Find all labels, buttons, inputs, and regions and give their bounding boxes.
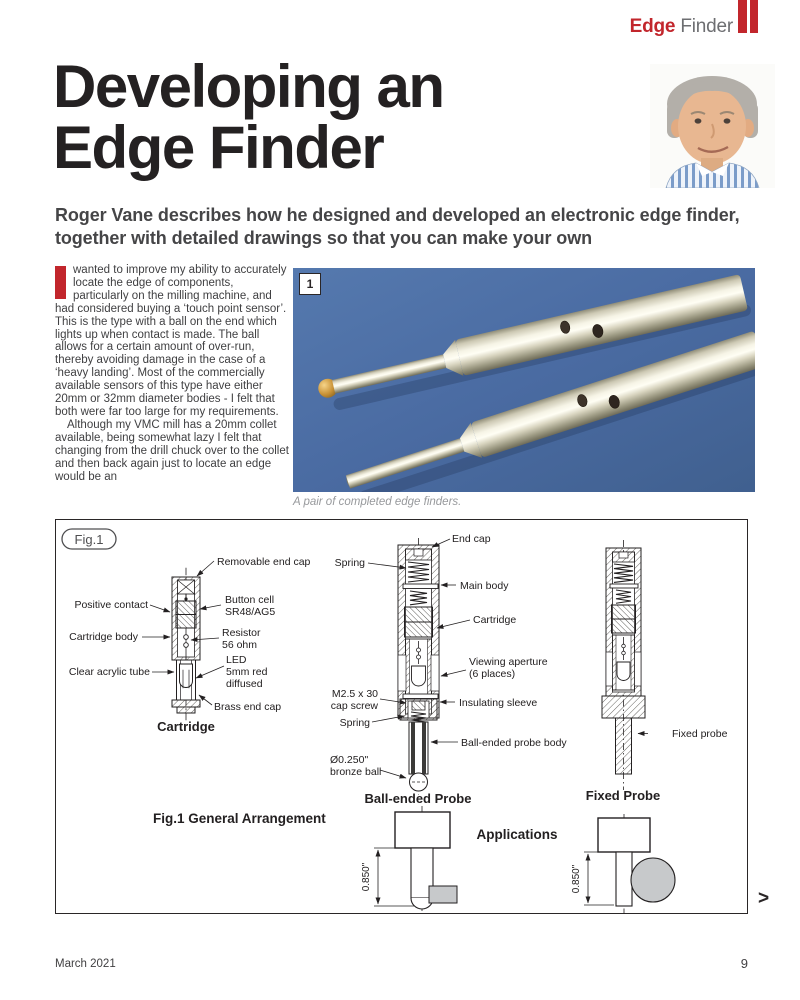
header-brand-light: Finder bbox=[675, 16, 733, 37]
article-title-line2: Edge Finder bbox=[53, 114, 384, 181]
caption-ball-ended-probe: Ball-ended Probe bbox=[364, 790, 471, 806]
label-viewing-aperture-2: (6 places) bbox=[468, 667, 515, 680]
article-paragraph-1 bbox=[55, 264, 291, 419]
label-led-1: LED bbox=[225, 653, 246, 666]
ball-probe-labels bbox=[330, 533, 567, 806]
caption-applications: Applications bbox=[475, 826, 558, 842]
caption-fixed-probe: Fixed Probe bbox=[585, 787, 660, 803]
label-button-cell-2: SR48/AG5 bbox=[224, 605, 275, 618]
label-bronze-ball-2: bronze ball bbox=[329, 765, 381, 778]
article-title bbox=[53, 53, 444, 181]
application-ball-probe bbox=[361, 806, 457, 912]
figure-1-drawing bbox=[55, 519, 748, 914]
application-fixed-probe bbox=[571, 814, 675, 914]
figure-tag-text: Fig.1 bbox=[74, 531, 103, 547]
author-photo bbox=[650, 64, 775, 188]
article-paragraph-2: Although my VMC mill has a 20mm collet available, being somewhat lazy I felt that changing from the drill chuck over to the collet and then back again just to locate an edge would be an bbox=[55, 418, 289, 483]
label-positive-contact: Positive contact bbox=[73, 598, 148, 611]
label-clear-acrylic-tube: Clear acrylic tube bbox=[68, 665, 150, 678]
label-cap-screw-2: cap screw bbox=[330, 699, 378, 712]
dimension-ball-probe: 0.850" bbox=[360, 862, 372, 891]
figure-1-panel bbox=[55, 519, 748, 914]
article-body bbox=[55, 264, 291, 483]
fixed-probe-drawing bbox=[602, 540, 648, 790]
dimension-fixed-probe: 0.850" bbox=[570, 864, 582, 893]
figure-tag bbox=[62, 529, 116, 549]
label-spring-bottom: Spring bbox=[339, 716, 370, 729]
label-insulating-sleeve: Insulating sleeve bbox=[458, 696, 537, 709]
label-removable-end-cap: Removable end cap bbox=[216, 555, 310, 568]
dropcap-letter-i bbox=[55, 266, 66, 299]
page-header bbox=[0, 16, 733, 38]
label-bronze-ball-1: Ø0.250" bbox=[329, 753, 368, 766]
label-led-3: diffused bbox=[225, 677, 263, 690]
label-brass-end-cap: Brass end cap bbox=[213, 700, 281, 713]
label-main-body: Main body bbox=[459, 579, 508, 592]
article-paragraph-1-text: wanted to improve my ability to accurately locate the edge of components, particularly on the milling machine, and had considered buying a ‘touch point sensor’. This is the type with a ball on the end which lights up when contact is made. The ball allows for a certain amount of over-run, thereby avoiding damage in the case of a ‘heavy landing’. Most of the commercially available sensors of this type have either 20mm or 32mm diameter bodies - I felt that both were far too large for my requirements. bbox=[55, 264, 287, 418]
label-viewing-aperture-1: Viewing aperture bbox=[468, 655, 548, 668]
label-cap-screw-1: M2.5 x 30 bbox=[331, 687, 378, 700]
cartridge-drawing bbox=[172, 568, 200, 722]
label-resistor-2: 56 ohm bbox=[221, 638, 257, 651]
caption-general-arrangement: Fig.1 General Arrangement bbox=[152, 810, 326, 826]
header-brand-bold: Edge bbox=[629, 16, 676, 37]
standfirst: Roger Vane describes how he designed and developed an electronic edge finder, together with detailed drawings so that you can make your own bbox=[55, 205, 740, 248]
label-resistor-1: Resistor bbox=[221, 626, 261, 639]
article-title-line1: Developing an bbox=[53, 53, 444, 120]
fixed-probe-labels bbox=[585, 728, 727, 803]
author-portrait-illustration bbox=[650, 64, 775, 188]
footer-page-number: 9 bbox=[740, 956, 748, 971]
label-led-2: 5mm red bbox=[225, 665, 267, 678]
label-end-cap: End cap bbox=[451, 532, 491, 545]
label-cartridge: Cartridge bbox=[472, 613, 516, 626]
header-red-bar bbox=[738, 0, 747, 33]
label-fixed-probe: Fixed probe bbox=[671, 727, 727, 740]
next-page-arrow[interactable]: > bbox=[758, 888, 770, 909]
photo-caption: A pair of completed edge finders. bbox=[293, 496, 462, 508]
label-ball-probe-body: Ball-ended probe body bbox=[460, 736, 567, 749]
footer-date: March 2021 bbox=[55, 958, 116, 970]
ball-probe-drawing bbox=[398, 538, 439, 795]
header-red-bar bbox=[750, 0, 758, 33]
edge-finders-photo-illustration bbox=[293, 268, 755, 492]
label-spring-top: Spring bbox=[334, 556, 365, 569]
label-cartridge-body: Cartridge body bbox=[68, 630, 138, 643]
caption-cartridge: Cartridge bbox=[156, 718, 215, 734]
label-button-cell-1: Button cell bbox=[224, 593, 274, 606]
photo-number-badge: 1 bbox=[299, 273, 321, 295]
edge-finders-photo bbox=[293, 268, 755, 492]
